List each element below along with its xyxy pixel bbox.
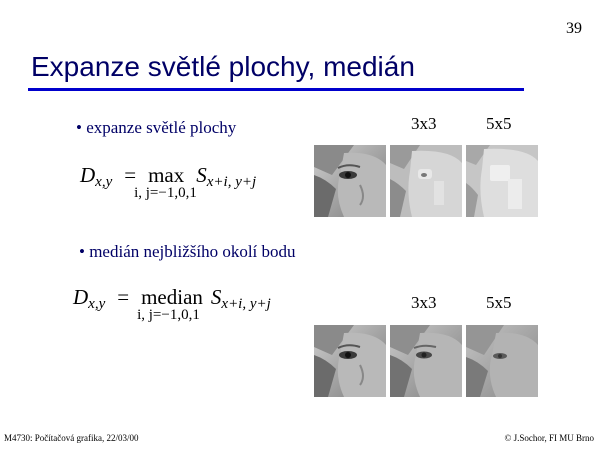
formula-max-rhs: S bbox=[196, 163, 207, 187]
formula-median-operator: median bbox=[141, 285, 203, 309]
formula-max-lhs: D bbox=[80, 163, 96, 187]
formula-max-equals: = bbox=[124, 163, 137, 187]
label-5x5-row2: 5x5 bbox=[486, 293, 512, 312]
formula-median-equals: = bbox=[117, 285, 130, 309]
image-median-5x5 bbox=[466, 325, 538, 397]
formula-median-rhs: S bbox=[210, 285, 222, 309]
formula-max-rhs-sub: x+i, y+j bbox=[206, 174, 257, 190]
image-original-row2 bbox=[314, 325, 386, 397]
image-median-3x3 bbox=[390, 325, 462, 397]
formula-max bbox=[80, 163, 257, 201]
formula-max-operator: max bbox=[148, 163, 185, 187]
label-5x5-row1: 5x5 bbox=[486, 114, 512, 133]
formula-median-lhs: D bbox=[73, 285, 89, 309]
image-expanded-3x3 bbox=[390, 145, 462, 217]
footer-copyright: © J.Sochor, FI MU Brno bbox=[504, 433, 594, 443]
slide-title: Expanze světlé plochy, medián bbox=[31, 51, 415, 82]
formula-max-operator-sub: i, j=−1,0,1 bbox=[134, 185, 197, 201]
image-original-row1 bbox=[314, 145, 386, 217]
formula-median-lhs-sub: x,y bbox=[88, 296, 106, 312]
bullet-median: • medián nejbližšího okolí bodu bbox=[79, 242, 296, 261]
formula-median-operator-sub: i, j=−1,0,1 bbox=[137, 307, 200, 323]
formula-median-rhs-sub: x+i, y+j bbox=[221, 296, 271, 312]
label-3x3-row1: 3x3 bbox=[411, 114, 437, 133]
formula-median bbox=[73, 285, 271, 323]
image-expanded-5x5 bbox=[466, 145, 538, 217]
page-number: 39 bbox=[566, 20, 582, 37]
formula-max-lhs-sub: x,y bbox=[95, 174, 113, 190]
footer-course-info: M4730: Počítačová grafika, 22/03/00 bbox=[4, 433, 139, 443]
title-underline bbox=[28, 88, 524, 91]
bullet-light-expansion: • expanze světlé plochy bbox=[76, 118, 237, 137]
label-3x3-row2: 3x3 bbox=[411, 293, 437, 312]
